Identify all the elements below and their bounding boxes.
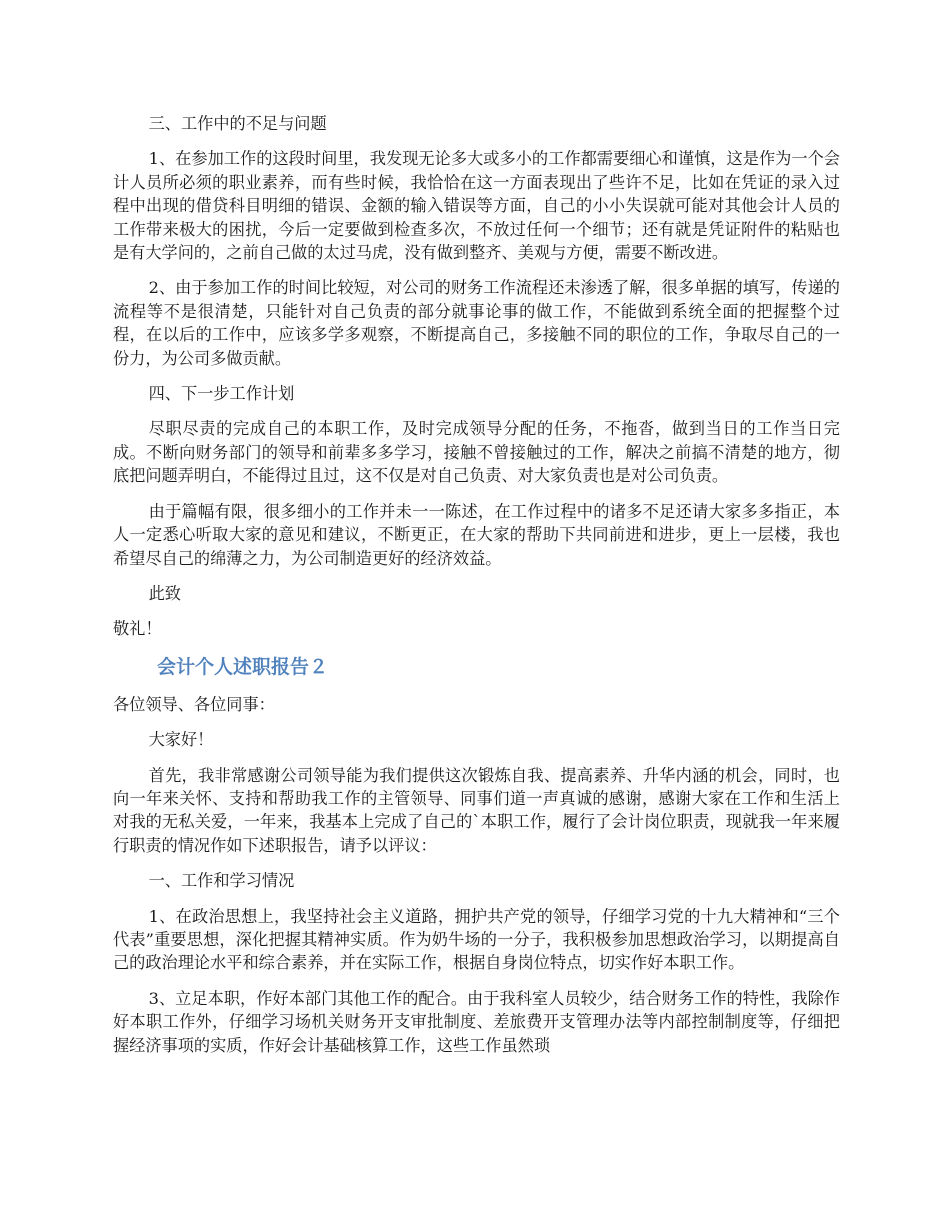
section-3-paragraph-2: 2、由于参加工作的时间比较短，对公司的财务工作流程还未渗透了解，很多单据的填写，传递的流程等不是很清楚，只能针对自己负责的部分就事论事的做工作，不能做到系统全面的把握整个过程，在以后的工作中，应该多学多观察，不断提高自己，多接触不同的职位的工作，争取尽自己的一份力，为公司多做贡献。 — [113, 278, 840, 368]
section-1-paragraph-1: 1、在政治思想上，我坚持社会主义道路，拥护共产党的领导，仔细学习党的十九大精神和“三个代表”重要思想，深化把握其精神实质。作为奶牛场的一分子，我积极参加思想政治学习，以期提高自己的政治理论水平和综合素养，并在实际工作，根据自身岗位特点，切实作好本职工作。 — [113, 906, 840, 973]
section-4-title: 四、下一步工作计划 — [148, 384, 295, 404]
salutation-line: 各位领导、各位同事： — [113, 694, 275, 714]
section-1-title: 一、工作和学习情况 — [148, 871, 295, 891]
report-2-title: 会计个人述职报告２ — [157, 655, 329, 678]
section-3-paragraph-1: 1、在参加工作的这段时间里，我发现无论多大或多小的工作都需要细心和谨慎，这是作为一个会计人员所必须的职业素养，而有些时候，我恰恰在这一方面表现出了些许不足，比如在凭证的录入过程中出现的借贷科目明细的错误、金额的输入错误等方面，自己的小小失误就可能对其他会计人员的工作带来极大的困扰，今后一定要做到检查多次，不放过任何一个细节；还有就是凭证附件的粘贴也是有大学问的，之前自己做的太过马虎，没有做到整齐、美观与方便，需要不断改进。 — [113, 149, 840, 263]
section-1-paragraph-3: 3、立足本职，作好本部门其他工作的配合。由于我科室人员较少，结合财务工作的特性，我除作好本职工作外，仔细学习场机关财务开支审批制度、差旅费开支管理办法等内部控制制度等，仔细把握经济事项的实质，作好会计基础核算工作，这些工作虽然琐 — [113, 988, 840, 1055]
greeting-line: 大家好！ — [148, 730, 214, 750]
jing-li-line: 敬礼！ — [113, 619, 162, 639]
section-4-paragraph-1: 尽职尽责的完成自己的本职工作，及时完成领导分配的任务，不拖沓，做到当日的工作当日完成。不断向财务部门的领导和前辈多多学习，接触不曾接触过的工作，解决之前搞不清楚的地方，彻底把问题弄明白，不能得过且过，这不仅是对自己负责、对大家负责也是对公司负责。 — [113, 419, 840, 486]
intro-paragraph: 首先，我非常感谢公司领导能为我们提供这次锻炼自我、提高素养、升华内涵的机会，同时，也向一年来关怀、支持和帮助我工作的主管领导、同事们道一声真诚的感谢，感谢大家在工作和生活上对我的无私关爱，一年来，我基本上完成了自己的`本职工作，履行了会计岗位职责，现就我一年来履行职责的情况作如下述职报告，请予以评议： — [113, 765, 840, 855]
section-3-title: 三、工作中的不足与问题 — [148, 114, 327, 133]
closing-paragraph: 由于篇幅有限，很多细小的工作并未一一陈述，在工作过程中的诸多不足还请大家多多指正，本人一定悉心听取大家的意见和建议，不断更正，在大家的帮助下共同前进和进步，更上一层楼，我也希望尽自己的绵薄之力，为公司制造更好的经济效益。 — [113, 501, 840, 568]
ci-zhi-line: 此致 — [148, 583, 181, 603]
document-body — [113, 112, 840, 1069]
